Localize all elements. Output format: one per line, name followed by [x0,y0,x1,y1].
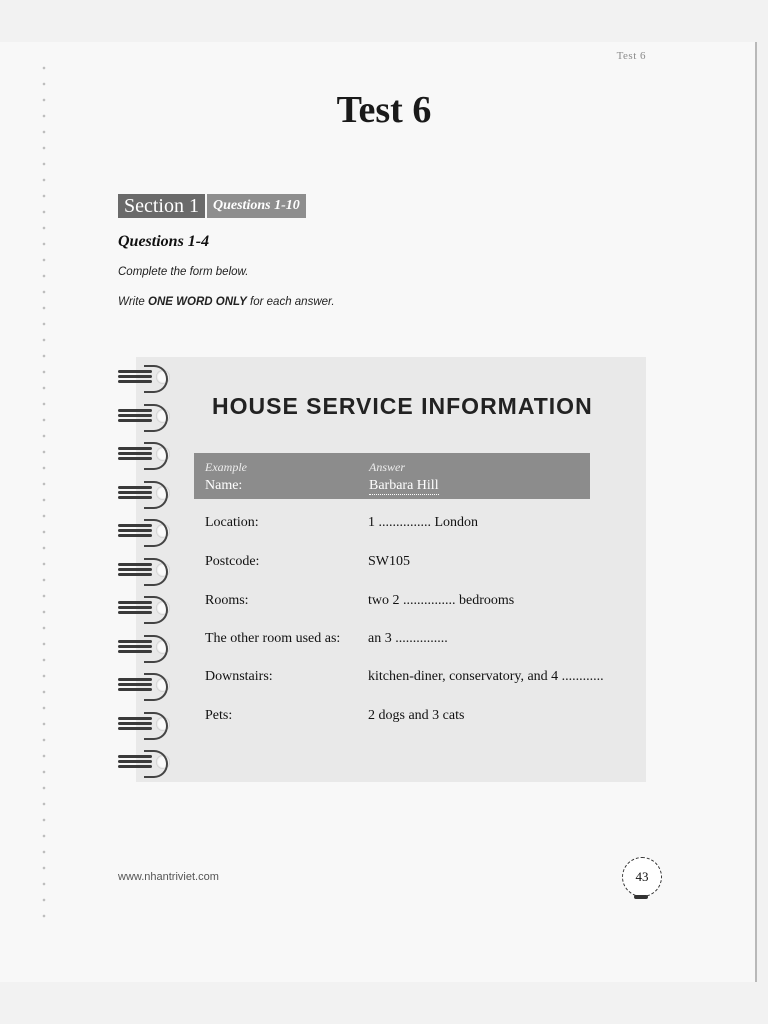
spiral-ring [116,403,176,429]
example-answer: Barbara Hill [369,478,439,493]
running-header: Test 6 [616,50,646,62]
spiral-ring [116,364,176,390]
instruction-word-limit [118,296,335,308]
form-row-value: SW105 [368,554,410,569]
form-row-value: 1 ............... London [368,515,479,530]
form-row-label: Location: [205,515,259,530]
spiral-ring [116,749,176,775]
instruction-word-limit-strong: ONE WORD ONLY [148,296,247,308]
spiral-loop [144,673,168,701]
spiral-ring [116,480,176,506]
form-row-value: 2 dogs and 3 cats [368,708,465,723]
form-title: HOUSE SERVICE INFORMATION [212,393,593,419]
footer-url: www.nhantriviet.com [118,871,219,883]
spiral-loop [144,712,168,740]
spiral-ring [116,518,176,544]
spiral-loop [144,365,168,393]
example-band [194,453,590,499]
binding-perforation [42,60,46,920]
section-name: Section 1 [118,194,205,218]
form-row-label: Pets: [205,708,233,723]
form-row-value: two 2 ............... bedrooms [368,593,515,608]
spiral-loop [144,635,168,663]
spiral-loop [144,519,168,547]
form-row-label: Downstairs: [205,669,273,684]
spiral-ring [116,441,176,467]
spiral-loop [144,404,168,432]
spiral-loop [144,750,168,778]
spiral-loop [144,558,168,586]
spiral-ring [116,711,176,737]
form-row-label: Rooms: [205,593,249,608]
form-row-label: Postcode: [205,554,260,569]
instruction-complete: Complete the form below. [118,266,249,278]
questions-heading: Questions 1-4 [118,233,210,250]
instruction-prefix: Write [118,296,149,308]
spiral-binding [116,364,176,774]
answer-label: Answer [369,460,405,474]
spiral-ring [116,595,176,621]
spiral-loop [144,596,168,624]
page-number: 43 [635,869,649,884]
form-row-value: an 3 ............... [368,631,448,646]
form-row-label: The other room used as: [205,631,341,646]
section-banner [118,194,306,218]
section-questions: Questions 1-10 [207,194,306,218]
form-row-value: kitchen-diner, conservatory, and 4 ............ [368,669,604,684]
spiral-loop [144,481,168,509]
example-label: Example [205,460,247,474]
spiral-ring [116,672,176,698]
spiral-ring [116,557,176,583]
instruction-suffix: for each answer. [246,296,335,308]
spiral-loop [144,442,168,470]
spiral-ring [116,634,176,660]
page-badge-tail [634,895,648,899]
page-title: Test 6 [336,89,432,131]
example-field: Name: [205,478,243,493]
page-edge [755,42,757,982]
page-number-badge [622,857,662,897]
